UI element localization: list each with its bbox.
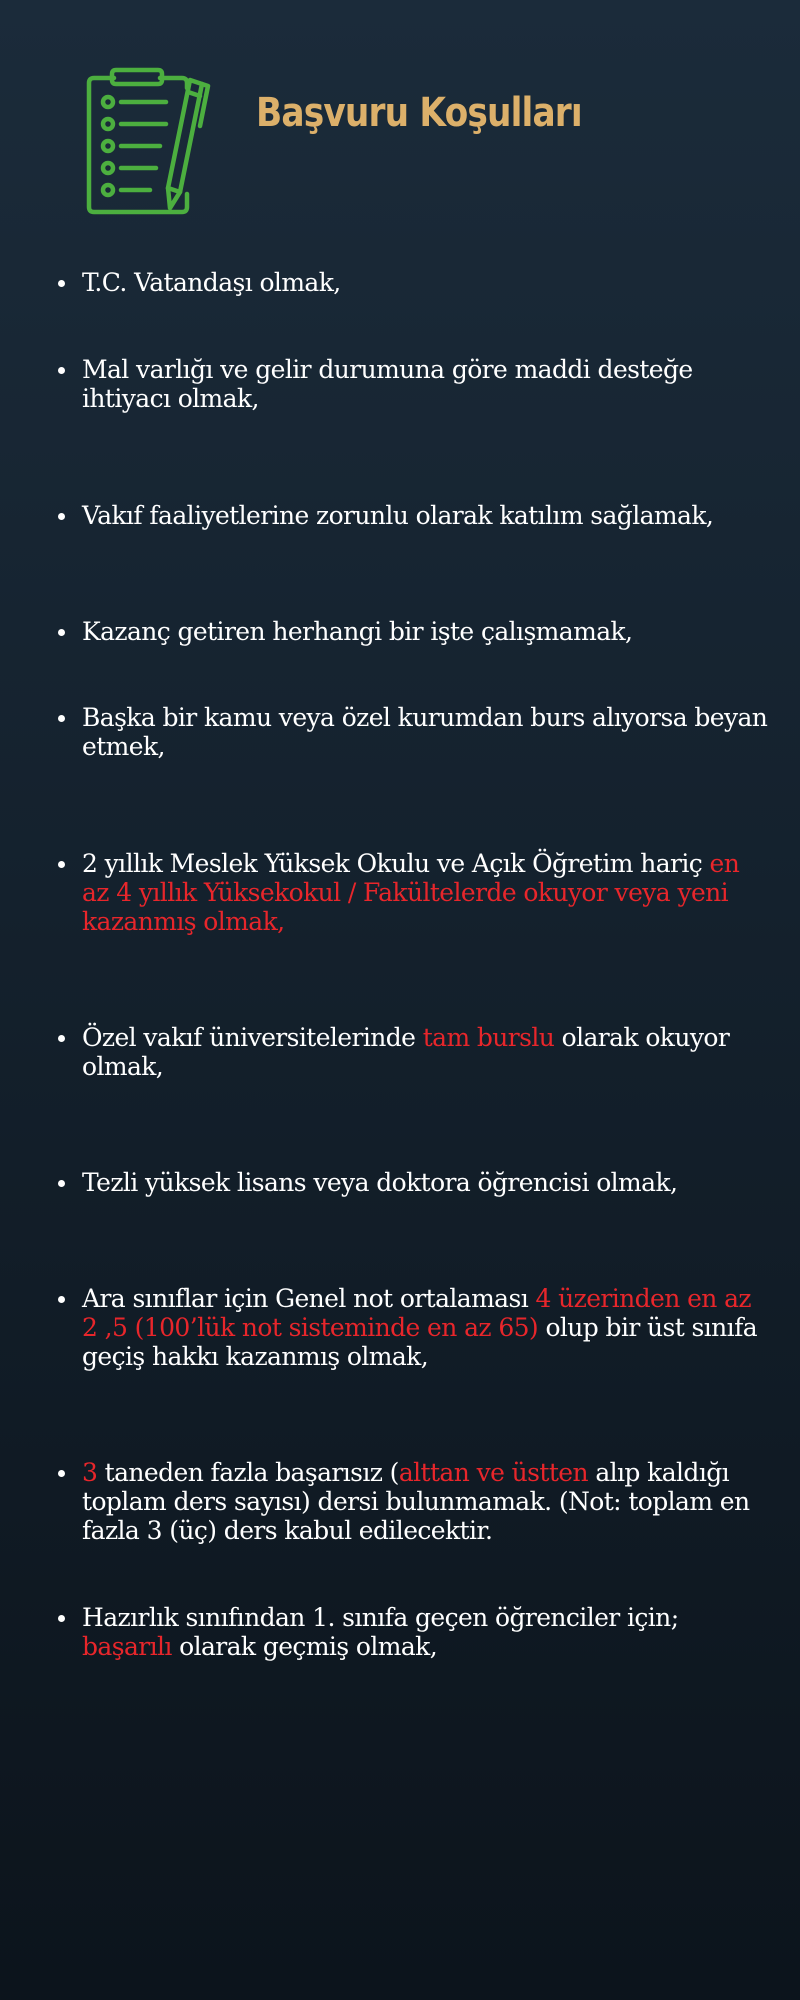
list-item: 2 yıllık Meslek Yüksek Okulu ve Açık Öğretim hariç en az 4 yıllık Yüksekokul / Fakültelerde okuyor veya yeni kazanmış olmak, (82, 849, 772, 936)
pen-icon (168, 80, 208, 208)
list-item: Vakıf faaliyetlerine zorunlu olarak katılım sağlamak, (82, 501, 772, 530)
list-item: Başka bir kamu veya özel kurumdan burs alıyorsa beyan etmek, (82, 703, 772, 761)
list-item: T.C. Vatandaşı olmak, (82, 268, 772, 297)
list-item: Ara sınıflar için Genel not ortalaması 4 üzerinden en az 2 ,5 (100’lük not sisteminde en az 65) olup bir üst sınıfa geçiş hakkı kazanmış olmak, (82, 1284, 772, 1371)
list-item: 3 taneden fazla başarısız (alttan ve üstten alıp kaldığı toplam ders sayısı) dersi bulunmamak. (Not: toplam en fazla 3 (üç) ders kabul edilecektir. (82, 1458, 772, 1545)
page-title: Başvuru Koşulları (256, 90, 582, 136)
list-item: Hazırlık sınıfından 1. sınıfa geçen öğrenciler için; başarılı olarak geçmiş olmak, (82, 1603, 772, 1661)
clipboard-checklist-icon (84, 66, 214, 216)
header (0, 0, 800, 230)
list-item: Kazanç getiren herhangi bir işte çalışmamak, (82, 617, 772, 646)
list-item: Özel vakıf üniversitelerinde tam burslu olarak okuyor olmak, (82, 1023, 772, 1081)
list-item: Mal varlığı ve gelir durumuna göre maddi desteğe ihtiyacı olmak, (82, 355, 772, 413)
list-item: Tezli yüksek lisans veya doktora öğrencisi olmak, (82, 1168, 772, 1197)
